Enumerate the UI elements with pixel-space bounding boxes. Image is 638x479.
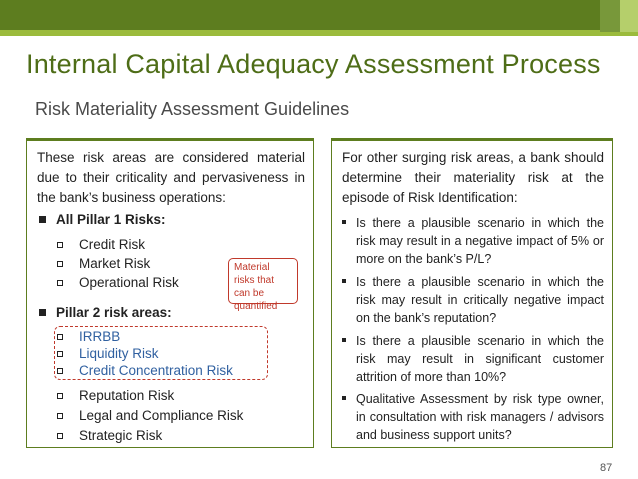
square-bullet-icon [342, 396, 346, 400]
hollow-square-bullet-icon [57, 334, 63, 340]
right-panel-intro: For other surging risk areas, a bank should determine their materiality risk at the episode of Risk Identification: [342, 150, 604, 205]
pillar2-other-item [57, 388, 174, 403]
pillar1-heading [39, 212, 166, 227]
slide-subtitle: Risk Materiality Assessment Guidelines [35, 99, 350, 119]
criteria-item-text: Is there a plausible scenario in which the risk may result in critically negative impact on the bank’s reputation? [356, 275, 604, 325]
pillar1-item [57, 256, 150, 271]
criteria-item [342, 214, 604, 268]
hollow-square-bullet-icon [57, 351, 63, 357]
header-corner-block-light [620, 0, 638, 32]
hollow-square-bullet-icon [57, 280, 63, 286]
hollow-square-bullet-icon [57, 433, 63, 439]
pillar2-heading [39, 305, 172, 320]
square-bullet-icon [342, 220, 346, 224]
hollow-square-bullet-icon [57, 242, 63, 248]
header-bar [0, 0, 638, 36]
criteria-item [342, 390, 604, 444]
pillar2-other-item [57, 408, 243, 423]
pillar2-item-label: Legal and Compliance Risk [79, 408, 244, 423]
slide-title: Internal Capital Adequacy Assessment Process [26, 49, 601, 79]
pillar2-quantified-item [57, 346, 159, 361]
criteria-item-text: Is there a plausible scenario in which the risk may result in a negative impact of 5% or more on the bank’s P/L? [356, 216, 604, 266]
pillar1-item-label: Market Risk [79, 256, 151, 271]
left-panel [26, 138, 314, 448]
square-bullet-icon [342, 279, 346, 283]
pillar1-item [57, 237, 145, 252]
pillar2-heading-text: Pillar 2 risk areas: [56, 305, 172, 320]
criteria-item-text: Is there a plausible scenario in which the risk may result in significant customer attrition of more than 10%? [356, 334, 604, 384]
header-bar-dark [0, 0, 638, 32]
pillar2-item-label: Credit Concentration Risk [79, 363, 233, 378]
hollow-square-bullet-icon [57, 261, 63, 267]
pillar2-item-label: Reputation Risk [79, 388, 175, 403]
material-risks-callout: Material risks that can be quantified [228, 258, 298, 304]
square-bullet-icon [39, 216, 46, 223]
right-panel [331, 138, 613, 448]
pillar2-other-item [57, 428, 162, 443]
pillar1-item [57, 275, 179, 290]
pillar2-quantified-item [57, 363, 233, 378]
pillar2-item-label: Liquidity Risk [79, 346, 159, 361]
pillar1-item-label: Credit Risk [79, 237, 146, 252]
square-bullet-icon [342, 338, 346, 342]
square-bullet-icon [39, 309, 46, 316]
criteria-item [342, 332, 604, 386]
page-number: 87 [600, 462, 613, 474]
hollow-square-bullet-icon [57, 393, 63, 399]
pillar1-item-label: Operational Risk [79, 275, 179, 290]
criteria-item [342, 273, 604, 327]
pillar1-heading-text: All Pillar 1 Risks: [56, 212, 166, 227]
pillar2-item-label: IRRBB [79, 329, 121, 344]
hollow-square-bullet-icon [57, 368, 63, 374]
hollow-square-bullet-icon [57, 413, 63, 419]
pillar2-item-label: Strategic Risk [79, 428, 163, 443]
criteria-item-text: Qualitative Assessment by risk type owner, in consultation with risk managers / advisors and business support units? [356, 392, 604, 442]
header-bar-accent [0, 30, 638, 36]
left-panel-intro: These risk areas are considered material due to their criticality and pervasiveness in the bank’s business operations: [37, 150, 305, 205]
pillar2-quantified-item [57, 329, 120, 344]
